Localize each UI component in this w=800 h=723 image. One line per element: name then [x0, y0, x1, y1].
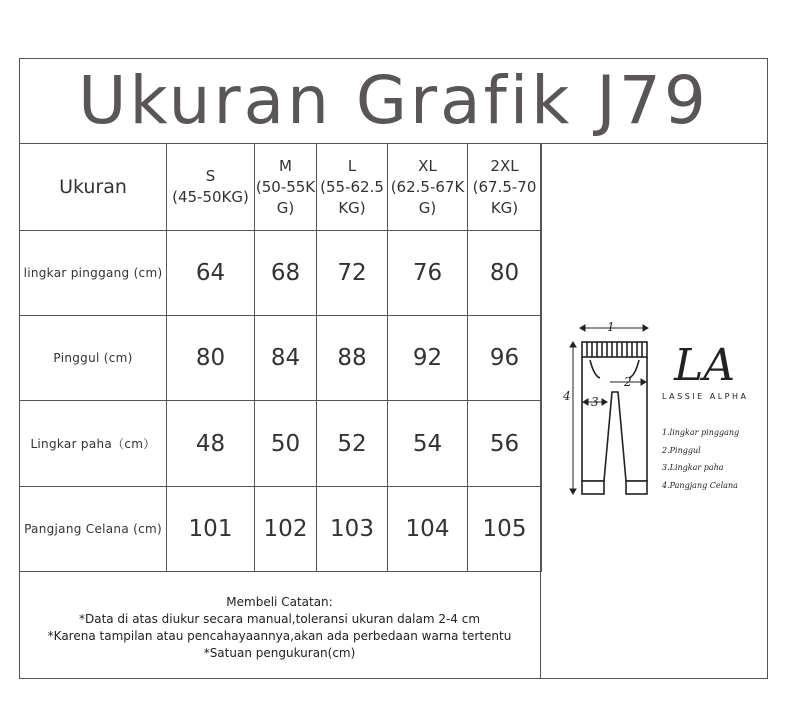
table-cell: 104 [388, 487, 468, 572]
legend-item: 1.lingkar pinggang [662, 428, 740, 437]
table-cell: 92 [388, 316, 468, 401]
notes-line: *Karena tampilan atau pencahayaannya,akan ada perbedaan warna tertentu [47, 629, 512, 643]
page-title: Ukuran Grafik J79 [19, 58, 768, 144]
size-name: L [347, 156, 357, 175]
table-cell: 105 [468, 487, 542, 572]
table-cell: 72 [317, 231, 388, 316]
table-cell: 54 [388, 401, 468, 487]
size-name: M [279, 156, 292, 175]
table-cell: 80 [167, 316, 255, 401]
row-label: Pinggul (cm) [20, 316, 167, 401]
table-cell: 76 [388, 231, 468, 316]
row-label: Lingkar paha（cm） [20, 401, 167, 487]
pants-diagram [560, 318, 770, 508]
table-cell: 68 [255, 231, 317, 316]
table-row [20, 487, 542, 572]
table-row [20, 401, 542, 487]
marker-2: 2 [624, 375, 632, 389]
table-header-row [20, 144, 542, 231]
table-cell: 102 [255, 487, 317, 572]
table-cell: 64 [167, 231, 255, 316]
legend-item: 2.Pinggul [662, 446, 701, 455]
size-l-header [317, 144, 388, 231]
table-cell: 80 [468, 231, 542, 316]
table-cell: 52 [317, 401, 388, 487]
size-2xl-header [468, 144, 542, 231]
table-row [20, 316, 542, 401]
header-ukuran: Ukuran [20, 144, 167, 231]
table-row [20, 231, 542, 316]
size-range: (62.5-67KG) [390, 177, 465, 217]
table-cell: 48 [167, 401, 255, 487]
notes-line: *Data di atas diukur secara manual,toleransi ukuran dalam 2-4 cm [78, 612, 481, 626]
size-name: S [205, 167, 216, 185]
row-label: lingkar pinggang (cm) [20, 231, 167, 316]
notes-line: *Satuan pengukuran(cm) [203, 646, 356, 660]
brand-name: LASSIE ALPHA [662, 392, 749, 401]
size-table [19, 143, 542, 572]
size-range: (45-50KG) [172, 188, 249, 206]
notes-heading: Membeli Catatan: [226, 595, 333, 609]
legend-item: 4.Pangjang Celana [662, 481, 738, 490]
notes-section [19, 571, 541, 679]
size-m-header [255, 144, 317, 231]
table-cell: 84 [255, 316, 317, 401]
brand-logo: LA [674, 340, 735, 391]
table-cell: 96 [468, 316, 542, 401]
table-cell: 56 [468, 401, 542, 487]
size-name: 2XL [490, 156, 519, 175]
marker-3: 3 [591, 395, 599, 409]
size-range: (67.5-70KG) [472, 177, 537, 217]
table-cell: 50 [255, 401, 317, 487]
marker-4: 4 [563, 389, 571, 403]
row-label: Pangjang Celana (cm) [20, 487, 167, 572]
size-name: XL [418, 156, 437, 175]
table-cell: 103 [317, 487, 388, 572]
pants-outline [582, 357, 647, 481]
marker-1: 1 [607, 320, 615, 334]
size-s-header [167, 144, 255, 231]
table-cell: 101 [167, 487, 255, 572]
size-range: (50-55KG) [255, 177, 316, 217]
size-range: (55-62.5KG) [320, 177, 384, 217]
size-xl-header [388, 144, 468, 231]
table-cell: 88 [317, 316, 388, 401]
legend-item: 3.Lingkar paha [662, 463, 724, 472]
